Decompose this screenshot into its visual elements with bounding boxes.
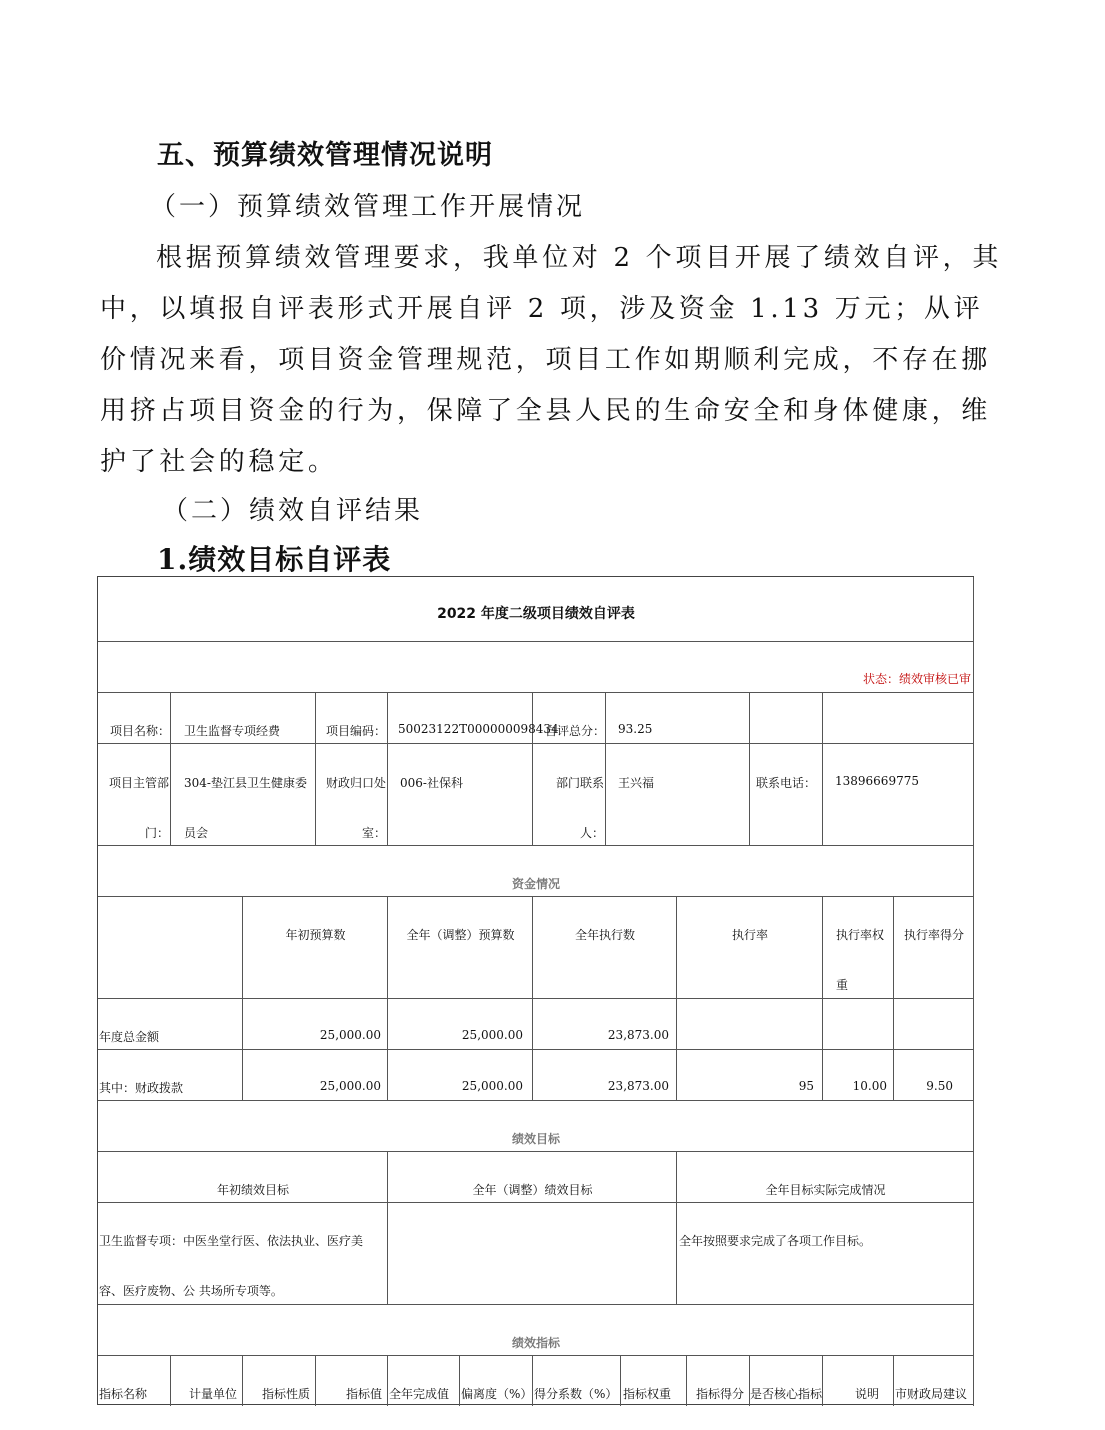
cell (823, 897, 894, 999)
status-text: 状态：绩效审核已审 (862, 672, 971, 686)
cell (677, 897, 823, 999)
col-executed: 全年执行数 (574, 928, 635, 942)
cell (388, 693, 533, 744)
col-deviation: 偏离度（%） (461, 1387, 533, 1401)
col-suggestion: 市财政局建议 (895, 1387, 968, 1401)
col-actual-completion: 全年目标实际完成情况 (765, 1183, 886, 1197)
col-completed: 全年完成值 (389, 1387, 450, 1401)
funds-row-label: 其中：财政拨款 (99, 1081, 184, 1095)
funds-executed: 23,873.00 (607, 1028, 669, 1042)
cell (894, 999, 974, 1050)
funds-row-label: 年度总金额 (99, 1030, 160, 1044)
cell (533, 1050, 677, 1101)
col-adjusted-goal: 全年（调整）绩效目标 (472, 1183, 593, 1197)
initial-goal-line-1: 卫生监督专项：中医坐堂行医、依法执业、医疗美 (99, 1234, 364, 1248)
cell (677, 1050, 823, 1101)
cell (606, 744, 750, 846)
col-rate-score: 执行率得分 (903, 928, 964, 942)
col-score-coef: 得分系数（%） (534, 1387, 618, 1401)
funds-adjusted: 25,000.00 (461, 1028, 523, 1042)
col-weight: 指标权重 (623, 1387, 672, 1401)
body-paragraph: 根据预算绩效管理要求，我单位对 2 个项目开展了绩效自评，其中，以填报自评表形式开展自评 2 项，涉及资金 1.13 万元；从评价情况来看，项目资金管理规范，项目工作如期顺利完成，不存在挪用挤占项目资金的行为，保障了全县人民的生命安全和身体健康，维护了社会的稳定。 (100, 243, 1003, 477)
project-code: 50023122T000000098434 (398, 722, 559, 736)
score-label: 自评总分： (545, 724, 606, 738)
project-code-label: 项目编码： (326, 724, 387, 738)
project-name-label: 项目名称： (110, 724, 171, 738)
funds-rate-weight: 10.00 (852, 1079, 887, 1093)
cell (243, 897, 388, 999)
cell (606, 693, 750, 744)
col-exec-rate: 执行率 (731, 928, 768, 942)
cell (388, 897, 533, 999)
col-is-core: 是否核心指标 (750, 1387, 823, 1401)
contact-label-2: 人： (579, 826, 604, 840)
cell (388, 1050, 533, 1101)
funds-rate-score: 9.50 (926, 1079, 953, 1093)
col-rate-weight-2: 重 (836, 978, 849, 992)
cell (388, 999, 533, 1050)
col-indicator-score: 指标得分 (695, 1387, 744, 1401)
score-value: 93.25 (618, 722, 653, 736)
cell (388, 744, 533, 846)
cell (533, 897, 677, 999)
cell (823, 744, 974, 846)
cell (823, 1050, 894, 1101)
cell (750, 693, 823, 744)
finance-value: 006-社保科 (400, 776, 463, 790)
cell (243, 1050, 388, 1101)
cell (677, 999, 823, 1050)
col-initial-budget: 年初预算数 (285, 928, 346, 942)
contact-value: 王兴福 (618, 776, 655, 790)
table-caption: 1.绩效目标自评表 (157, 543, 392, 576)
cell (388, 1203, 677, 1305)
dept-value-1: 304-垫江县卫生健康委 (184, 776, 307, 790)
phone-label: 联系电话： (755, 776, 816, 790)
cell (98, 897, 243, 999)
funds-initial: 25,000.00 (319, 1079, 381, 1093)
project-name: 卫生监督专项经费 (184, 724, 281, 738)
performance-table (97, 576, 974, 1405)
col-adjusted-budget: 全年（调整）预算数 (406, 928, 515, 942)
funds-executed: 23,873.00 (607, 1079, 669, 1093)
actual-completion: 全年按照要求完成了各项工作目标。 (679, 1234, 872, 1248)
funds-adjusted: 25,000.00 (461, 1079, 523, 1093)
cell (823, 999, 894, 1050)
cell (894, 897, 974, 999)
cell (243, 999, 388, 1050)
funds-initial: 25,000.00 (319, 1028, 381, 1042)
contact-label-1: 部门联系 (555, 776, 604, 790)
finance-label-2: 室： (361, 826, 386, 840)
dept-label-2: 门： (144, 826, 169, 840)
subsection-heading-1: （一）预算绩效管理工作开展情况 (150, 192, 586, 222)
goals-header: 绩效目标 (511, 1132, 560, 1146)
cell (533, 999, 677, 1050)
col-rate-weight-1: 执行率权 (836, 928, 885, 942)
indicators-header: 绩效指标 (511, 1336, 560, 1350)
col-initial-goal: 年初绩效目标 (216, 1183, 289, 1197)
cell (894, 1050, 974, 1101)
funds-header: 资金情况 (511, 877, 560, 891)
cell (750, 744, 823, 846)
phone-value: 13896669775 (835, 774, 919, 788)
cell (823, 693, 974, 744)
funds-exec-rate: 95 (798, 1079, 814, 1093)
status-row (98, 642, 974, 693)
col-unit: 计量单位 (188, 1387, 237, 1401)
dept-value-2: 员会 (184, 826, 209, 840)
col-indicator-name: 指标名称 (99, 1387, 148, 1401)
initial-goal-line-2: 容、医疗废物、公 共场所专项等。 (99, 1284, 283, 1298)
dept-label-1: 项目主管部 (108, 776, 169, 790)
col-value: 指标值 (345, 1387, 382, 1401)
cell (677, 1203, 974, 1305)
finance-label-1: 财政归口处 (325, 776, 386, 790)
subsection-heading-2: （二）绩效自评结果 (162, 496, 424, 526)
table-title: 2022 年度二级项目绩效自评表 (437, 606, 635, 622)
section-heading: 五、预算绩效管理情况说明 (157, 140, 493, 171)
col-nature: 指标性质 (261, 1387, 310, 1401)
col-remark: 说明 (854, 1387, 879, 1401)
